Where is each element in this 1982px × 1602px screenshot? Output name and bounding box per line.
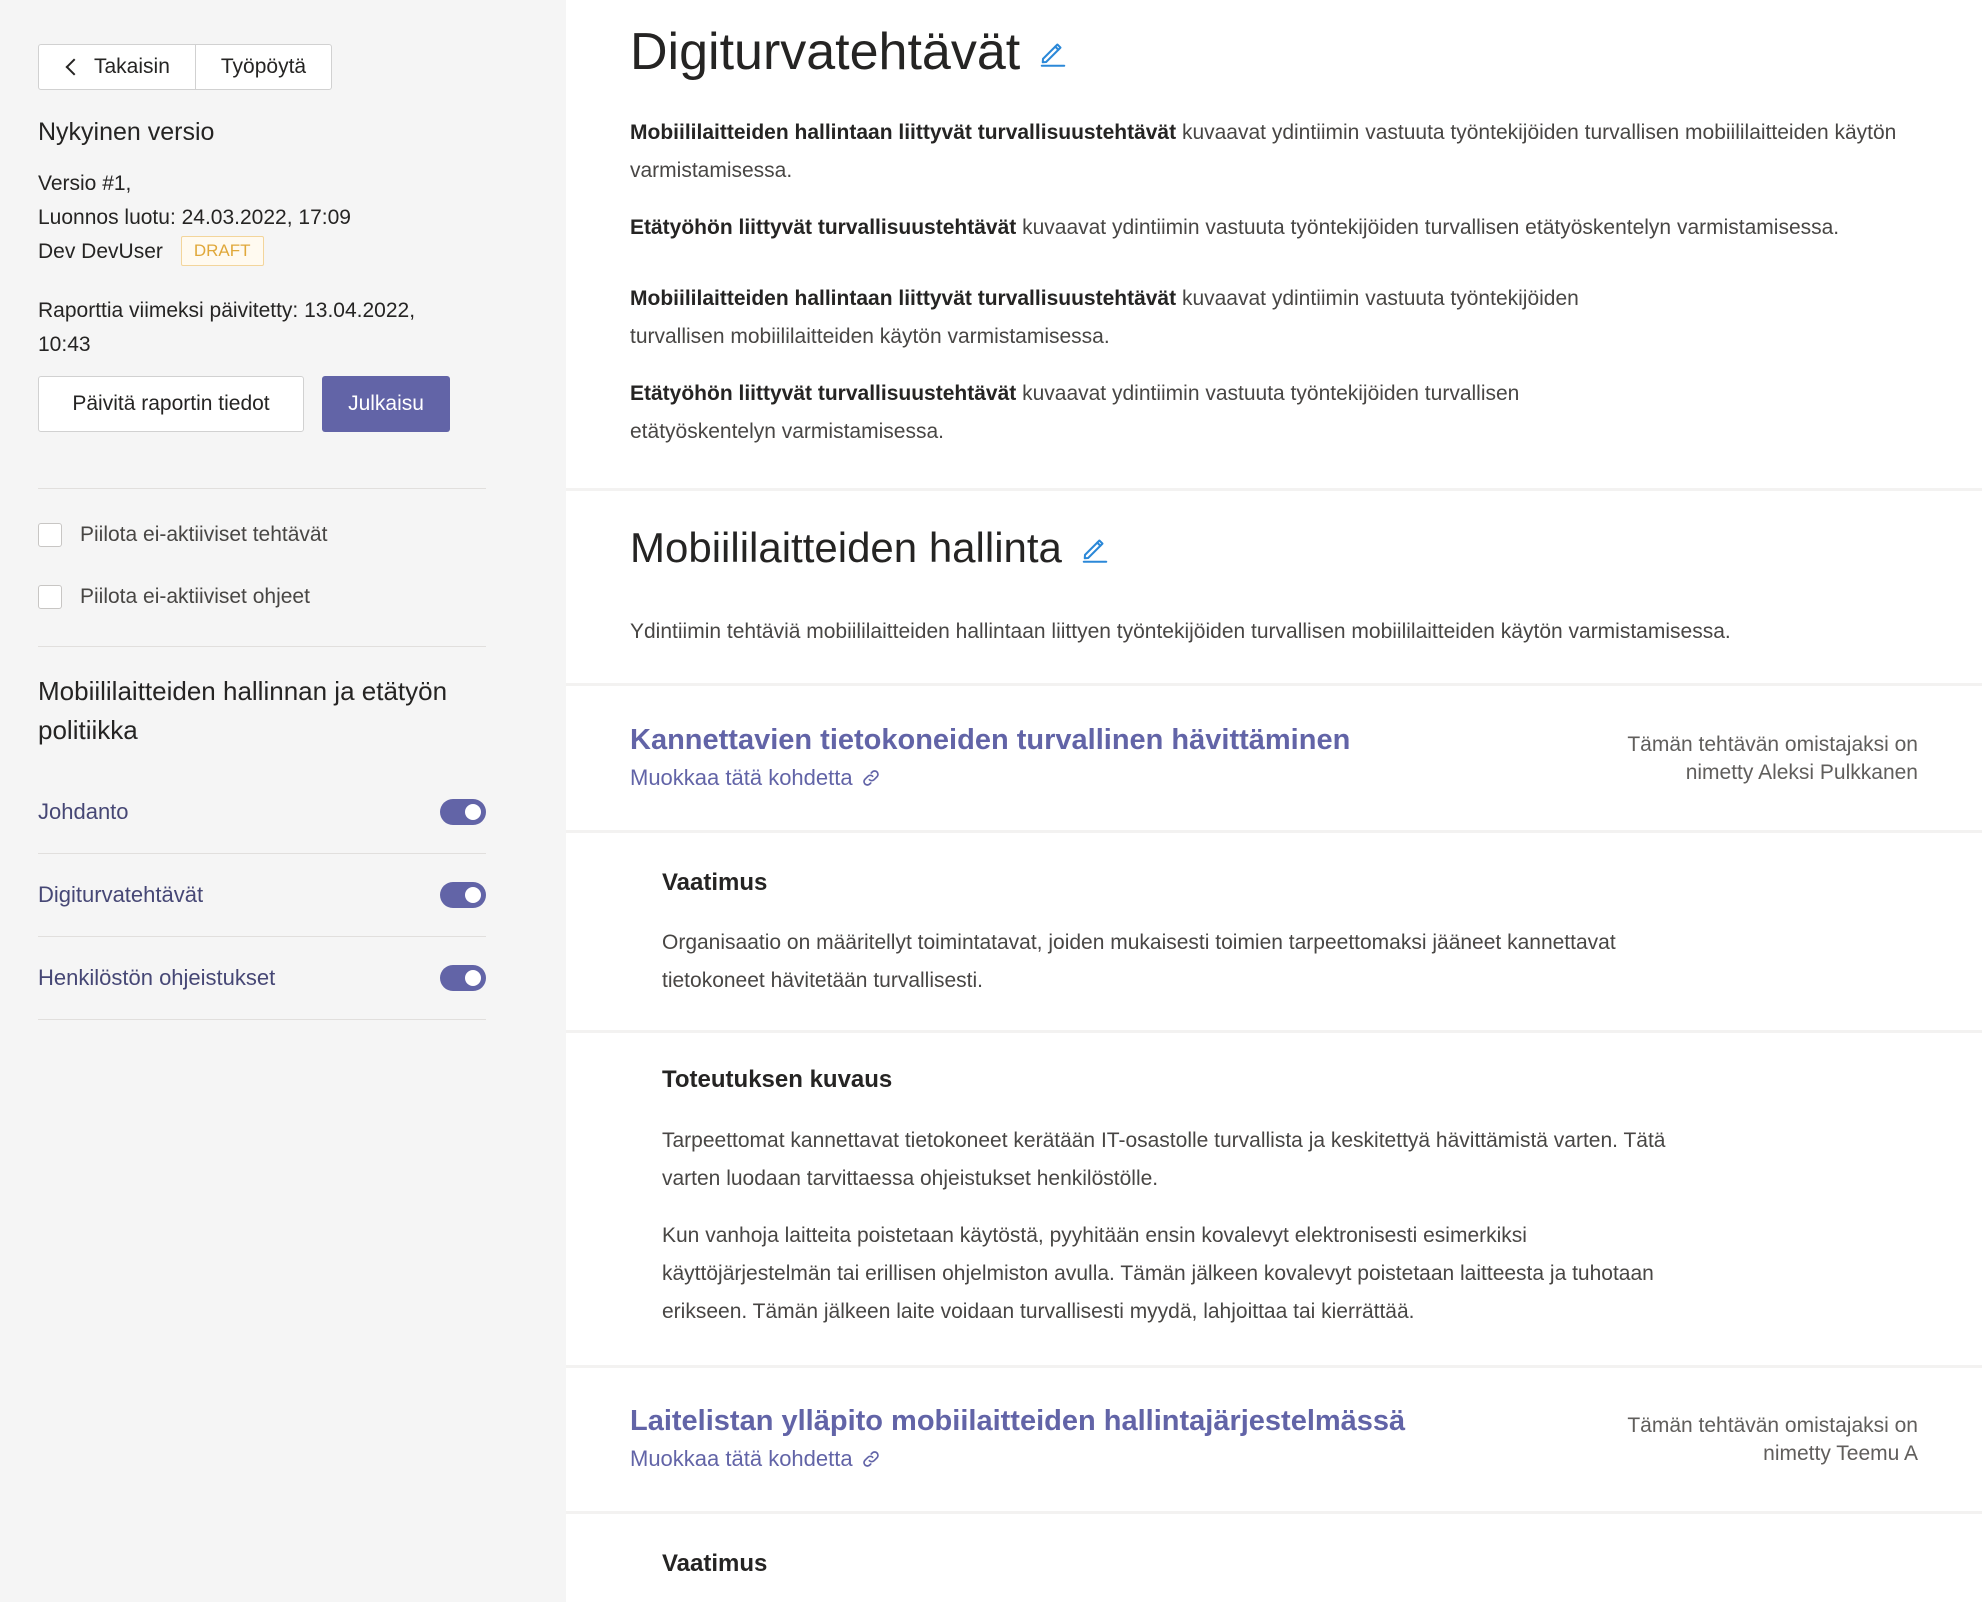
- requirement-heading: Vaatimus: [662, 869, 768, 896]
- implementation-text: Kun vanhoja laitteita poistetaan käytöstä, pyyhitään ensin kovalevyt elektronisesti esimerkiksi käyttöjärjestelmän tai erillisen ohjelmiston avulla. Tämän jälkeen kovalevyt poistetaan laitteesta ja tuhotaan erikseen. Tämän jälkeen laite voidaan turvallisesti myydä, lahjoittaa tai kierrättää.: [662, 1224, 1654, 1323]
- section-toggle-digiturvatehtavat[interactable]: [38, 854, 486, 937]
- hide-inactive-tasks-checkbox[interactable]: [38, 523, 327, 547]
- report-updated-line-2: 10:43: [38, 333, 91, 356]
- checkbox-box[interactable]: [38, 585, 62, 609]
- link-icon: [861, 768, 881, 788]
- divider: [38, 646, 486, 647]
- divider: [566, 1030, 1982, 1033]
- chevron-left-icon: [66, 59, 83, 76]
- task-title[interactable]: Kannettavien tietokoneiden turvallinen hävittäminen: [630, 724, 1351, 756]
- task-owner: Tämän tehtävän omistajaksi on nimetty Teemu A: [1627, 1414, 1918, 1465]
- dashboard-button[interactable]: [195, 45, 331, 89]
- section-toggle-label[interactable]: Johdanto: [38, 799, 129, 824]
- edit-item-label[interactable]: Muokkaa tätä kohdetta: [630, 765, 853, 790]
- main-content: [566, 0, 1982, 1602]
- requirement-heading: Vaatimus: [662, 1550, 768, 1577]
- checkbox-label: Piilota ei-aktiiviset tehtävät: [80, 523, 328, 546]
- divider: [566, 1365, 1982, 1368]
- intro-paragraph: Etätyöhön liittyvät turvallisuustehtävät kuvaavat ydintiimin vastuuta työntekijöiden turvallisen etätyöskentelyn varmistamisessa.: [630, 382, 1520, 443]
- pencil-icon[interactable]: [1038, 37, 1068, 67]
- draft-created-line: Luonnos luotu: 24.03.2022, 17:09: [38, 206, 351, 229]
- link-icon: [861, 1449, 881, 1469]
- edit-item-link[interactable]: [630, 1446, 881, 1472]
- policy-title: Mobiililaitteiden hallinnan ja etätyön politiikka: [38, 676, 448, 745]
- section-description: Ydintiimin tehtäviä mobiililaitteiden hallintaan liittyen työntekijöiden turvallisen mobiililaitteiden käytön varmistamisessa.: [630, 620, 1731, 643]
- back-button-label: Takaisin: [94, 55, 170, 78]
- sidebar: [0, 0, 566, 1602]
- divider: [566, 830, 1982, 833]
- section-toggle-label[interactable]: Henkilöstön ohjeistukset: [38, 965, 276, 990]
- edit-item-label[interactable]: Muokkaa tätä kohdetta: [630, 1446, 853, 1471]
- toggle-switch[interactable]: [440, 965, 486, 991]
- current-version-title: Nykyinen versio: [38, 118, 215, 146]
- task-title[interactable]: Laitelistan ylläpito mobiilaitteiden hallintajärjestelmässä: [630, 1405, 1406, 1437]
- back-button[interactable]: [39, 45, 195, 89]
- pencil-icon[interactable]: [1080, 533, 1110, 563]
- intro-paragraph: Mobiililaitteiden hallintaan liittyvät turvallisuustehtävät kuvaavat ydintiimin vastuuta työntekijöiden turvallisen mobiililaitteiden käytön varmistamisessa.: [630, 121, 1897, 182]
- divider: [566, 1511, 1982, 1514]
- publish-button[interactable]: Julkaisu: [322, 376, 450, 432]
- section-toggle-henkiloston-ohjeistukset[interactable]: [38, 937, 486, 1020]
- requirement-text: Organisaatio on määritellyt toimintatavat, joiden mukaisesti toimien tarpeettomaksi jääneet kannettavat tietokoneet hävitetään turvallisesti.: [662, 931, 1616, 992]
- intro-paragraph: Mobiililaitteiden hallintaan liittyvät turvallisuustehtävät kuvaavat ydintiimin vastuuta työntekijöiden turvallisen mobiililaitteiden käytön varmistamisessa.: [630, 287, 1579, 348]
- toggle-switch[interactable]: [440, 882, 486, 908]
- toggle-switch[interactable]: [440, 799, 486, 825]
- implementation-heading: Toteutuksen kuvaus: [662, 1066, 893, 1093]
- implementation-text: Tarpeettomat kannettavat tietokoneet kerätään IT-osastolle turvallista ja keskitettyä hävittämistä varten. Tätä varten luodaan tarvittaessa ohjeistukset henkilöstölle.: [662, 1129, 1666, 1190]
- divider: [38, 488, 486, 489]
- checkbox-box[interactable]: [38, 523, 62, 547]
- section-toggle-label[interactable]: Digiturvatehtävät: [38, 882, 204, 907]
- section-title: [630, 524, 1110, 572]
- section-title-text: Mobiililaitteiden hallinta: [630, 524, 1062, 571]
- edit-item-link[interactable]: [630, 765, 881, 791]
- checkbox-label: Piilota ei-aktiiviset ohjeet: [80, 585, 310, 608]
- dashboard-button-label: Työpöytä: [220, 55, 307, 78]
- divider: [566, 683, 1982, 686]
- page-title-text: Digiturvatehtävät: [630, 23, 1021, 81]
- version-line: Versio #1,: [38, 172, 132, 195]
- nav-button-group: [38, 44, 332, 90]
- update-report-button[interactable]: Päivitä raportin tiedot: [38, 376, 304, 432]
- hide-inactive-guides-checkbox[interactable]: [38, 585, 310, 609]
- divider: [566, 488, 1982, 491]
- task-owner: Tämän tehtävän omistajaksi on nimetty Aleksi Pulkkanen: [1627, 733, 1918, 784]
- section-toggle-johdanto[interactable]: [38, 771, 486, 854]
- intro-paragraph: Etätyöhön liittyvät turvallisuustehtävät kuvaavat ydintiimin vastuuta työntekijöiden turvallisen etätyöskentelyn varmistamisessa.: [630, 216, 1840, 239]
- report-updated-line-1: Raporttia viimeksi päivitetty: 13.04.2022,: [38, 299, 416, 322]
- status-badge: DRAFT: [181, 236, 264, 266]
- page-title: [630, 22, 1068, 82]
- user-name: Dev DevUser: [38, 240, 163, 263]
- draft-author-row: [38, 235, 264, 269]
